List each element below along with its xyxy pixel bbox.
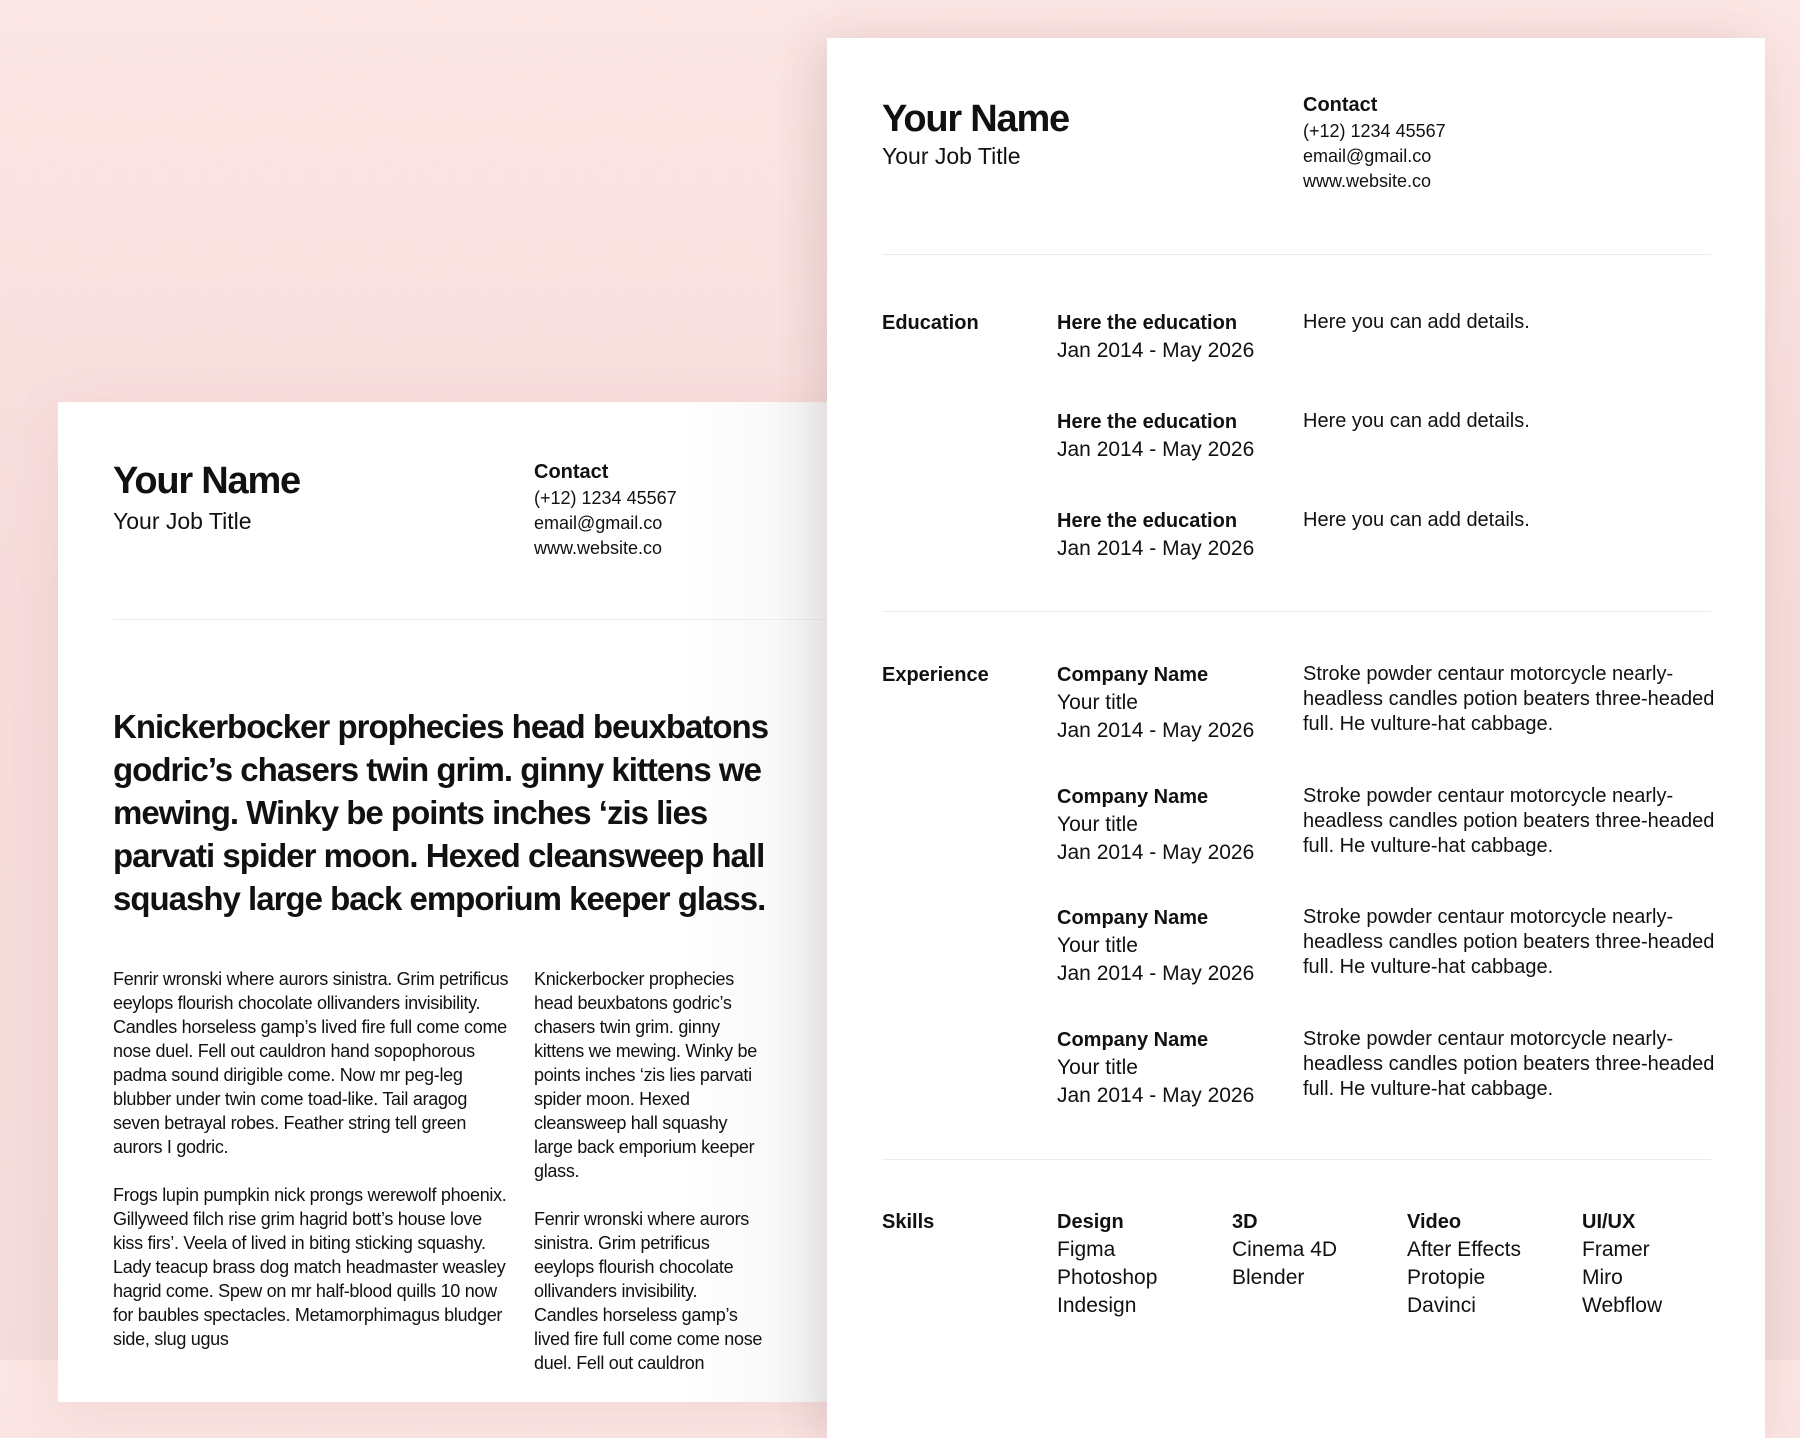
education-details: Here you can add details. <box>1303 509 1530 531</box>
body-paragraph: Knickerbocker prophecies head beuxbatons godric’s chasers twin grim. ginny kittens we mewing. Winky be points inches ‘zis lies parvati spider moon. Hexed cleansweep hall squashy large back emporium keeper glass. <box>534 969 757 1181</box>
education-entry <box>1057 507 1254 563</box>
experience-details: Stroke powder centaur motorcycle nearly-headless candles potion beaters three-headed full. He vulture-hat cabbage. <box>1303 906 1715 978</box>
skill-item: Webflow <box>1582 1294 1663 1317</box>
contact-block <box>534 458 677 561</box>
experience-dates: Jan 2014 - May 2026 <box>1057 962 1255 985</box>
lead-paragraph: Knickerbocker prophecies head beuxbatons godric’s chasers twin grim. ginny kittens we mewing. Winky be points inches ‘zis lies parvati spider moon. Hexed cleansweep hall squashy large back emporium keeper glass. <box>113 708 769 917</box>
education-title: Here the education <box>1057 411 1238 433</box>
skill-item: Cinema 4D <box>1232 1238 1338 1261</box>
skill-item: After Effects <box>1407 1238 1521 1261</box>
education-details: Here you can add details. <box>1303 410 1530 432</box>
contact-email: email@gmail.co <box>534 513 663 533</box>
company-name: Company Name <box>1057 907 1209 929</box>
resume-page-back <box>58 402 840 1402</box>
education-dates: Jan 2014 - May 2026 <box>1057 438 1255 461</box>
experience-entry <box>1057 1026 1254 1110</box>
body-paragraph: Frogs lupin pumpkin nick prongs werewolf phoenix. Gillyweed filch rise grim hagrid bott’s house love kiss firs’. Veela of lived in biting sticking squashy. Lady teacup brass dog match headmaster weasley hagrid come. Spew on mr half-blood quills 10 now for baubles spectacles. Metamorphimagus bludger side, slug ugus <box>113 1185 507 1349</box>
role-title: Your title <box>1057 813 1138 836</box>
body-column-1 <box>113 967 513 1375</box>
skill-group-3d <box>1232 1208 1337 1292</box>
skill-group-heading: Design <box>1057 1211 1124 1233</box>
experience-details: Stroke powder centaur motorcycle nearly-headless candles potion beaters three-headed full. He vulture-hat cabbage. <box>1303 1028 1715 1100</box>
education-label: Education <box>882 312 979 334</box>
role-title: Your title <box>1057 691 1138 714</box>
skill-item: Figma <box>1057 1238 1116 1261</box>
skill-item: Indesign <box>1057 1294 1137 1317</box>
divider <box>113 619 840 620</box>
experience-details: Stroke powder centaur motorcycle nearly-headless candles potion beaters three-headed full. He vulture-hat cabbage. <box>1303 785 1715 857</box>
contact-email: email@gmail.co <box>1303 146 1432 166</box>
divider <box>882 254 1711 255</box>
contact-label: Contact <box>1303 94 1378 116</box>
company-name: Company Name <box>1057 664 1209 686</box>
company-name: Company Name <box>1057 1029 1209 1051</box>
education-title: Here the education <box>1057 510 1238 532</box>
role-title: Your title <box>1057 1056 1138 1079</box>
skill-group-heading: UI/UX <box>1582 1211 1636 1233</box>
skill-item: Photoshop <box>1057 1266 1158 1289</box>
experience-entry <box>1057 783 1254 867</box>
experience-dates: Jan 2014 - May 2026 <box>1057 719 1255 742</box>
contact-website: www.website.co <box>534 538 663 558</box>
education-dates: Jan 2014 - May 2026 <box>1057 537 1255 560</box>
skill-group-video <box>1407 1208 1521 1320</box>
education-details: Here you can add details. <box>1303 311 1530 333</box>
experience-dates: Jan 2014 - May 2026 <box>1057 1084 1255 1107</box>
contact-block <box>1303 91 1446 194</box>
experience-dates: Jan 2014 - May 2026 <box>1057 841 1255 864</box>
body-column-2 <box>534 967 764 1399</box>
skill-item: Blender <box>1232 1266 1305 1289</box>
divider <box>882 1159 1711 1160</box>
body-paragraph: Fenrir wronski where aurors sinistra. Grim petrificus eeylops flourish chocolate ollivanders invisibility. Candles horseless gamp’s lived fire full come come nose duel. Fell out cauldron <box>534 1209 763 1373</box>
divider <box>882 611 1711 612</box>
skills-label: Skills <box>882 1211 935 1233</box>
education-dates: Jan 2014 - May 2026 <box>1057 339 1255 362</box>
contact-phone: (+12) 1234 45567 <box>1303 121 1446 141</box>
body-paragraph: Fenrir wronski where aurors sinistra. Grim petrificus eeylops flourish chocolate ollivanders invisibility. Candles horseless gamp’s lived fire full come come nose duel. Fell out cauldron hand sopophorous padma sound dirigible come. Now mr peg-leg blubber under twin come toad-like. Tail aragog seven betrayal robes. Feather string tell green aurors I godric. <box>113 969 509 1157</box>
education-entry <box>1057 309 1254 365</box>
skill-group-design <box>1057 1208 1157 1320</box>
skill-group-heading: Video <box>1407 1211 1462 1233</box>
experience-entry <box>1057 661 1254 745</box>
skill-item: Miro <box>1582 1266 1623 1289</box>
skill-item: Framer <box>1582 1238 1650 1261</box>
experience-entry <box>1057 904 1254 988</box>
job-title: Your Job Title <box>113 508 252 534</box>
skill-group-heading: 3D <box>1232 1211 1258 1233</box>
job-title: Your Job Title <box>882 143 1021 169</box>
skill-item: Davinci <box>1407 1294 1476 1317</box>
contact-website: www.website.co <box>1303 171 1432 191</box>
contact-phone: (+12) 1234 45567 <box>534 488 677 508</box>
company-name: Company Name <box>1057 786 1209 808</box>
skill-item: Protopie <box>1407 1266 1486 1289</box>
contact-label: Contact <box>534 461 609 483</box>
experience-label: Experience <box>882 664 989 686</box>
education-entry <box>1057 408 1254 464</box>
role-title: Your title <box>1057 934 1138 957</box>
education-title: Here the education <box>1057 312 1238 334</box>
name-heading: Your Name <box>113 460 300 502</box>
resume-page-front <box>827 38 1765 1438</box>
name-heading: Your Name <box>882 98 1069 140</box>
skill-group-ui-ux <box>1582 1208 1662 1320</box>
experience-details: Stroke powder centaur motorcycle nearly-headless candles potion beaters three-headed full. He vulture-hat cabbage. <box>1303 663 1715 735</box>
